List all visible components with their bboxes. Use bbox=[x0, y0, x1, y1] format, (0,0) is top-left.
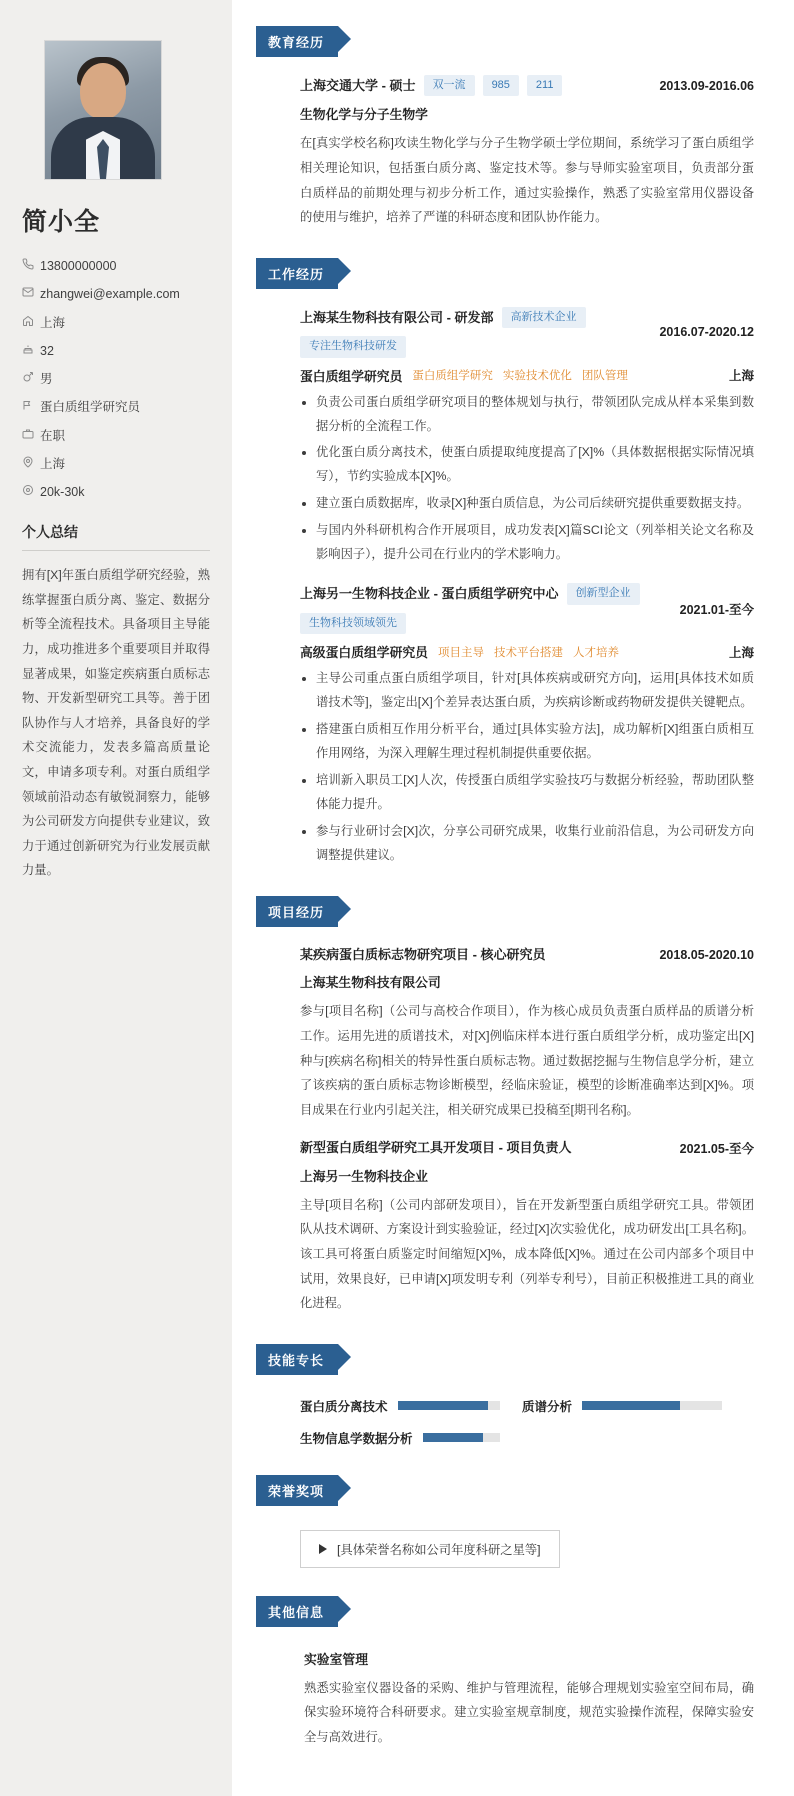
contact-age bbox=[22, 343, 210, 359]
section-title-other: 其他信息 bbox=[256, 1596, 338, 1627]
work-city: 上海 bbox=[728, 645, 754, 660]
project-company: 上海某生物科技有限公司 bbox=[300, 975, 441, 991]
work-role-tag-2: 团队管理 bbox=[581, 370, 628, 383]
skills-block bbox=[256, 1393, 760, 1447]
section-education bbox=[256, 26, 760, 75]
work-role-group bbox=[300, 366, 628, 385]
skills-grid bbox=[300, 1397, 754, 1447]
work-company-group bbox=[300, 307, 649, 358]
gender-icon bbox=[22, 371, 40, 383]
photo-head bbox=[80, 63, 126, 119]
section-title-work: 工作经历 bbox=[256, 258, 338, 289]
honor-item bbox=[300, 1530, 560, 1568]
project-date: 2021.05-至今 bbox=[679, 1142, 754, 1157]
candidate-name: 简小全 bbox=[22, 208, 101, 236]
projects-block bbox=[256, 945, 760, 1316]
work-company-tag-1: 专注生物科技研发 bbox=[300, 336, 406, 357]
section-title-honors: 荣誉奖项 bbox=[256, 1475, 338, 1506]
work-bullet: • 培训新入职员工[X]人次，传授蛋白质组学实验技巧与数据分析经验，帮助团队整体能力提升。 bbox=[316, 769, 754, 817]
project-desc: 参与[项目名称]（公司与高校合作项目），作为核心成员负责蛋白质样品的质谱分析工作。运用先进的质谱技术，对[X]例临床样本进行蛋白质组学分析，成功鉴定出[X]种与[疾病名称]相关的特异性蛋白质标志物。通过数据挖掘与生物信息学分析，建立了该疾病的蛋白质标志物诊断模型，经临床验证，模型的诊断准确率达到[X]%。项目成果在行业内引起关注，相关研究成果已投稿至[期刊名称]。 bbox=[300, 1004, 754, 1117]
skill-item bbox=[522, 1397, 722, 1415]
profile-photo bbox=[44, 40, 162, 180]
contact-list bbox=[22, 258, 210, 500]
contact-salary bbox=[22, 484, 210, 500]
contact-position-text: 蛋白质组学研究员 bbox=[40, 400, 141, 415]
other-item-desc: 熟悉实验室仪器设备的采购、维护与管理流程，能够合理规划实验室空间布局，确保实验环境符合科研要求。建立实验室规章制度，规范实验操作流程，保障实验安全与高效进行。 bbox=[304, 1680, 754, 1744]
work-company-row bbox=[300, 583, 754, 634]
location-icon bbox=[22, 456, 40, 468]
work-role-tag-0: 项目主导 bbox=[437, 646, 484, 659]
skill-bar bbox=[423, 1433, 500, 1442]
project-date: 2018.05-2020.10 bbox=[659, 947, 754, 962]
work-bullet: • 负责公司蛋白质组学研究项目的整体规划与执行，带领团队完成从样本采集到数据分析的全流程工作。 bbox=[316, 391, 754, 439]
education-school-group bbox=[300, 75, 562, 96]
work-bullet: • 主导公司重点蛋白质组学项目，针对[具体疾病或研究方向]，运用[具体技术如质谱技术等]，鉴定出[X]个差异表达蛋白质，为疾病诊断或药物研发提供关键靶点。 bbox=[316, 667, 754, 715]
main-column bbox=[232, 0, 794, 1796]
contact-gender bbox=[22, 371, 210, 387]
education-date: 2013.09-2016.06 bbox=[659, 78, 754, 93]
education-tag-1: 985 bbox=[483, 75, 519, 96]
section-skills bbox=[256, 1344, 760, 1393]
skill-item bbox=[300, 1429, 500, 1447]
home-icon bbox=[22, 315, 40, 327]
work-role-group bbox=[300, 642, 619, 661]
contact-salary-text: 20k-30k bbox=[40, 485, 85, 499]
section-work bbox=[256, 258, 760, 307]
work-date: 2021.01-至今 bbox=[679, 602, 754, 617]
work-role-tag-1: 实验技术优化 bbox=[502, 370, 572, 383]
work-city: 上海 bbox=[728, 369, 754, 384]
other-block bbox=[256, 1645, 760, 1750]
summary-text: 拥有[X]年蛋白质组学研究经验，熟练掌握蛋白质分离、鉴定、数据分析等全流程技术。具备项目主导能力，成功推进多个重要项目并取得显著成果，如鉴定疾病蛋白质标志物、开发新型研究工具等。善于团队协作与人才培养，具备良好的学术交流能力，发表多篇高质量论文，申请多项专利。对蛋白质组学领域前沿动态有敏锐洞察力，能够为公司研发方向提供专业建议，致力于通过创新研究为行业发展贡献力量。 bbox=[22, 568, 210, 878]
mail-icon bbox=[22, 286, 40, 298]
education-school: 上海交通大学 - 硕士 bbox=[300, 77, 416, 93]
contact-phone bbox=[22, 258, 210, 274]
education-tag-0: 双一流 bbox=[424, 75, 475, 96]
project-company: 上海另一生物科技企业 bbox=[300, 1168, 428, 1184]
skill-bar bbox=[582, 1401, 722, 1410]
phone-icon bbox=[22, 258, 40, 270]
briefcase-icon bbox=[22, 428, 40, 440]
project-name: 新型蛋白质组学研究工具开发项目 - 项目负责人 bbox=[300, 1140, 572, 1156]
contact-status bbox=[22, 428, 210, 444]
work-item bbox=[300, 583, 754, 868]
education-major: 生物化学与分子生物学 bbox=[300, 107, 428, 123]
work-role-row bbox=[300, 366, 754, 385]
work-company-tag-1: 生物科技领域领先 bbox=[300, 613, 406, 634]
contact-home-text: 上海 bbox=[40, 315, 66, 330]
contact-gender-text: 男 bbox=[40, 372, 53, 386]
education-header-row bbox=[300, 75, 754, 96]
project-item bbox=[300, 1138, 754, 1315]
other-item-title: 实验室管理 bbox=[304, 1651, 368, 1667]
work-bullet: • 与国内外科研机构合作开展项目，成功发表[X]篇SCI论文（列举相关论文名称及影响因子），提升公司在行业内的学术影响力。 bbox=[316, 519, 754, 567]
work-company-row bbox=[300, 307, 754, 358]
work-bullet: • 搭建蛋白质相互作用分析平台，通过[具体实验方法]，成功解析[X]组蛋白质相互作用网络，为深入理解生理过程机制提供重要依据。 bbox=[316, 718, 754, 766]
section-other bbox=[256, 1596, 760, 1645]
contact-location-text: 上海 bbox=[40, 456, 66, 471]
section-title-skills: 技能专长 bbox=[256, 1344, 338, 1375]
contact-email-text: zhangwei@example.com bbox=[40, 287, 180, 302]
education-block bbox=[256, 75, 760, 230]
work-block bbox=[256, 307, 760, 868]
work-role: 蛋白质组学研究员 bbox=[300, 368, 403, 384]
work-date: 2016.07-2020.12 bbox=[659, 325, 754, 340]
work-bullets bbox=[300, 391, 754, 568]
work-company: 上海另一生物科技企业 - 蛋白质组学研究中心 bbox=[300, 586, 559, 602]
section-title-education: 教育经历 bbox=[256, 26, 338, 57]
contact-location bbox=[22, 456, 210, 472]
section-title-projects: 项目经历 bbox=[256, 896, 338, 927]
work-role-tag-2: 人才培养 bbox=[572, 646, 619, 659]
work-company-group bbox=[300, 583, 670, 634]
project-desc: 主导[项目名称]（公司内部研发项目），旨在开发新型蛋白质组学研究工具。带领团队从技术调研、方案设计到实验验证，经过[X]次实验优化，成功研发出[工具名称]。该工具可将蛋白质鉴定时间缩短[X]%，成本降低[X]%。通过在公司内部多个项目中试用，效果良好，已申请[X]项发明专利（列举专利号），目前正积极推进工具的商业化进程。 bbox=[300, 1197, 754, 1311]
skill-label: 质谱分析 bbox=[522, 1399, 573, 1414]
work-bullet: • 优化蛋白质分离技术，使蛋白质提取纯度提高了[X]%（具体数据根据实际情况填写），节约实验成本[X]%。 bbox=[316, 441, 754, 489]
summary-title: 个人总结 bbox=[22, 522, 210, 551]
contact-status-text: 在职 bbox=[40, 428, 66, 443]
work-bullet: • 参与行业研讨会[X]次，分享公司研究成果，收集行业前沿信息，为公司研发方向调整提供建议。 bbox=[316, 820, 754, 868]
work-company-tag-0: 高新技术企业 bbox=[502, 307, 586, 328]
contact-phone-text: 13800000000 bbox=[40, 259, 117, 273]
work-bullet: • 建立蛋白质数据库，收录[X]种蛋白质信息，为公司后续研究提供重要数据支持。 bbox=[316, 492, 754, 516]
skill-bar bbox=[398, 1401, 500, 1410]
contact-home bbox=[22, 315, 210, 331]
work-role: 高级蛋白质组学研究员 bbox=[300, 645, 428, 661]
project-header-row bbox=[300, 1138, 754, 1158]
work-company: 上海某生物科技有限公司 - 研发部 bbox=[300, 309, 494, 325]
project-item bbox=[300, 945, 754, 1122]
work-item bbox=[300, 307, 754, 568]
sidebar bbox=[0, 0, 232, 1796]
contact-email bbox=[22, 286, 210, 302]
project-header-row bbox=[300, 945, 754, 965]
education-tag-2: 211 bbox=[527, 75, 563, 96]
skill-label: 蛋白质分离技术 bbox=[300, 1399, 388, 1414]
education-desc: 在[真实学校名称]攻读生物化学与分子生物学硕士学位期间，系统学习了蛋白质组学相关理论知识，包括蛋白质分离、鉴定技术等。参与导师实验室项目，负责部分蛋白质样品的前期处理与初步分析工作，通过实验操作，熟悉了实验室常用仪器设备的使用与维护，培养了严谨的科研态度和团队协作能力。 bbox=[300, 136, 754, 225]
work-role-tag-1: 技术平台搭建 bbox=[493, 646, 563, 659]
flag-icon bbox=[22, 399, 40, 411]
work-company-tag-0: 创新型企业 bbox=[567, 583, 640, 604]
skill-label: 生物信息学数据分析 bbox=[300, 1431, 413, 1446]
cake-icon bbox=[22, 343, 40, 355]
project-name: 某疾病蛋白质标志物研究项目 - 核心研究员 bbox=[300, 946, 546, 962]
work-bullets bbox=[300, 667, 754, 868]
work-role-row bbox=[300, 642, 754, 661]
work-role-tag-0: 蛋白质组学研究 bbox=[412, 370, 493, 383]
salary-icon bbox=[22, 484, 40, 496]
honor-text: [具体荣誉名称如公司年度科研之星等] bbox=[337, 1542, 541, 1557]
contact-age-text: 32 bbox=[40, 343, 54, 358]
section-honors bbox=[256, 1475, 760, 1524]
play-triangle-icon bbox=[319, 1544, 327, 1554]
contact-position bbox=[22, 399, 210, 415]
skill-item bbox=[300, 1397, 500, 1415]
section-projects bbox=[256, 896, 760, 945]
